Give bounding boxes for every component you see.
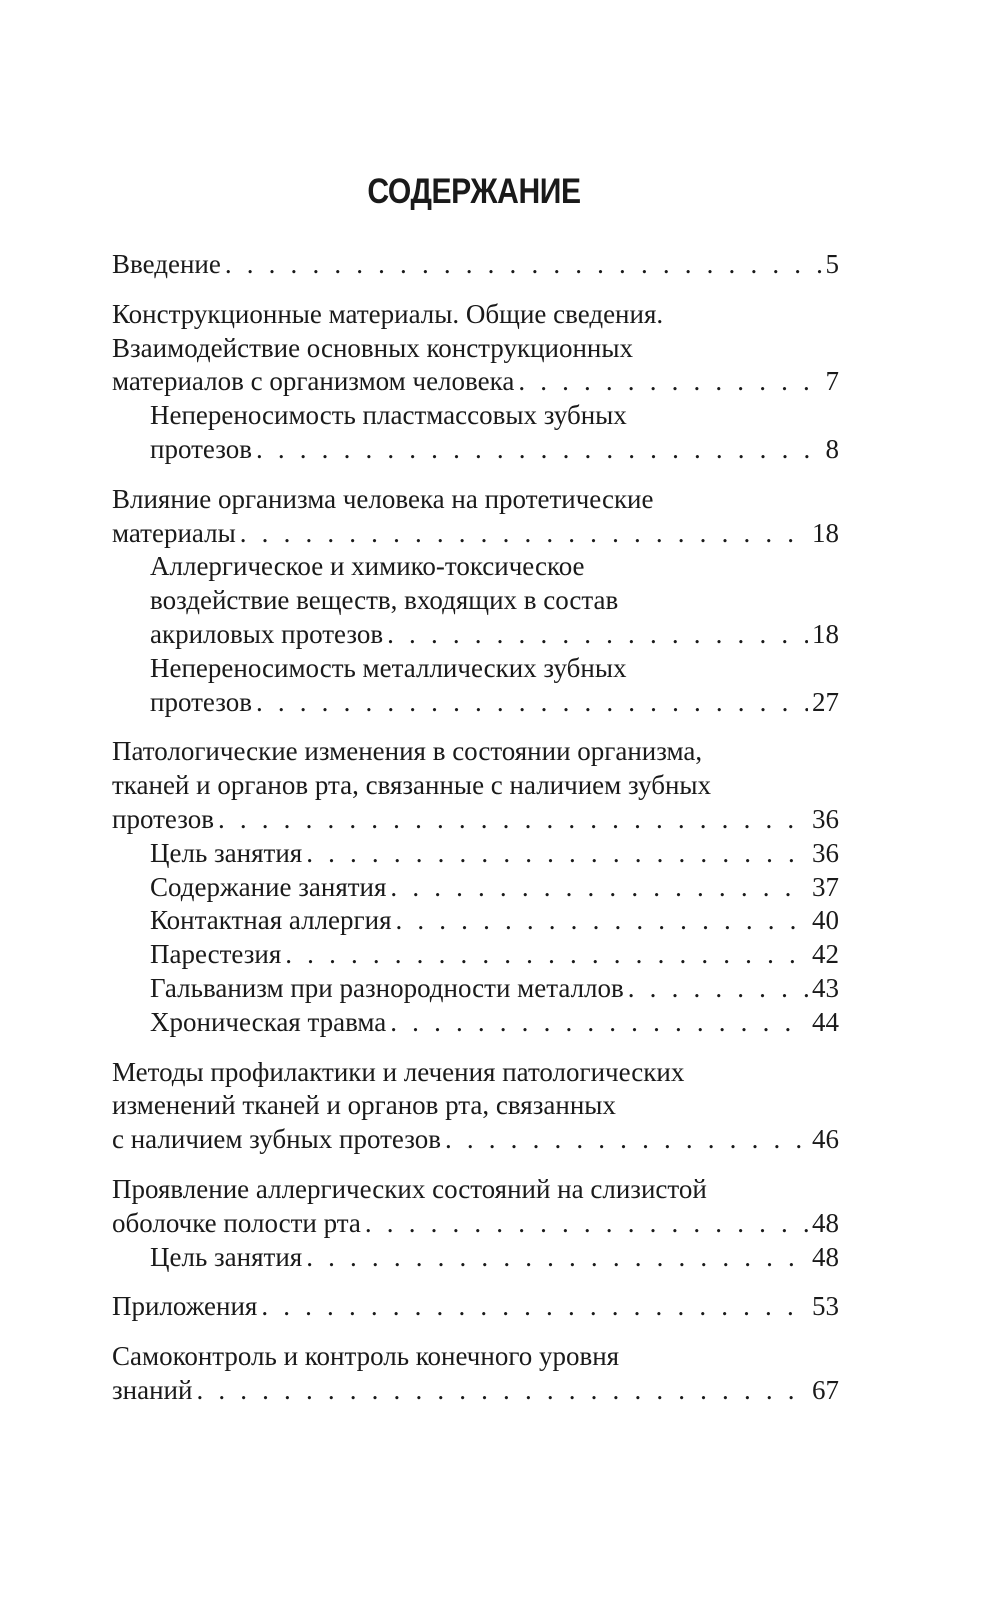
table-of-contents bbox=[112, 248, 839, 1408]
dot-leader bbox=[445, 1123, 808, 1157]
toc-entry-row bbox=[150, 972, 839, 1006]
toc-entry-text: изменений тканей и органов рта, связанных bbox=[112, 1090, 616, 1121]
toc-subentry[interactable] bbox=[112, 904, 839, 938]
dot-leader bbox=[390, 871, 808, 905]
toc-subentry[interactable] bbox=[112, 652, 839, 720]
dot-leader bbox=[306, 1241, 808, 1275]
toc-subentry[interactable] bbox=[112, 972, 839, 1006]
toc-entry-row bbox=[112, 248, 839, 282]
toc-entry-text: протезов bbox=[150, 686, 252, 717]
dot-leader bbox=[261, 1290, 808, 1324]
dot-leader bbox=[256, 433, 822, 467]
dot-leader bbox=[218, 803, 808, 837]
toc-entry-text: Непереносимость металлических зубных bbox=[150, 652, 627, 683]
toc-entry-text: акриловых протезов bbox=[150, 618, 384, 649]
dot-leader bbox=[306, 837, 808, 871]
toc-entry[interactable] bbox=[112, 1340, 839, 1408]
page-number: 36 bbox=[812, 837, 839, 868]
page-title: СОДЕРЖАНИЕ bbox=[367, 172, 581, 211]
toc-entry-text: Влияние организма человека на протетические bbox=[112, 483, 654, 514]
page-number: 67 bbox=[812, 1374, 839, 1405]
toc-entry-text: воздействие веществ, входящих в состав bbox=[150, 585, 619, 616]
toc-entry-text: материалов с организмом человека bbox=[112, 366, 515, 397]
toc-subentry[interactable] bbox=[112, 399, 839, 467]
toc-entry-text: Проявление аллергических состояний на слизистой bbox=[112, 1173, 707, 1204]
toc-entry-text: протезов bbox=[112, 803, 214, 834]
toc-entry-text: Цель занятия bbox=[150, 1241, 303, 1272]
page-number: 43 bbox=[812, 972, 839, 1003]
dot-leader bbox=[387, 618, 808, 652]
page-number: 18 bbox=[812, 517, 839, 548]
toc-entry-row bbox=[112, 517, 839, 551]
toc-entry-row bbox=[150, 686, 839, 720]
toc-entry-text: с наличием зубных протезов bbox=[112, 1124, 441, 1155]
page-number: 48 bbox=[812, 1207, 839, 1238]
toc-entry-text: Контактная аллергия bbox=[150, 905, 392, 936]
page-number: 53 bbox=[812, 1291, 839, 1322]
page-number: 44 bbox=[812, 1006, 839, 1037]
toc-entry-text: Приложения bbox=[112, 1291, 258, 1322]
page-number: 48 bbox=[812, 1241, 839, 1272]
toc-subentry[interactable] bbox=[112, 550, 839, 651]
toc-entry-text: Методы профилактики и лечения патологических bbox=[112, 1056, 685, 1087]
toc-entry[interactable] bbox=[112, 298, 839, 399]
toc-entry-row bbox=[150, 938, 839, 972]
toc-subentry[interactable] bbox=[112, 1241, 839, 1275]
dot-leader bbox=[240, 517, 808, 551]
toc-entry-row bbox=[150, 618, 839, 652]
page-number: 37 bbox=[812, 871, 839, 902]
page-number: 42 bbox=[812, 939, 839, 970]
toc-subentry[interactable] bbox=[112, 871, 839, 905]
page-number: 36 bbox=[812, 803, 839, 834]
toc-entry-row bbox=[112, 365, 839, 399]
toc-entry-text: знаний bbox=[112, 1374, 193, 1405]
dot-leader bbox=[628, 972, 808, 1006]
toc-entry-row bbox=[112, 1123, 839, 1157]
toc-entry-text: Конструкционные материалы. Общие сведения. bbox=[112, 298, 664, 329]
dot-leader bbox=[256, 686, 808, 720]
toc-entry-text: оболочке полости рта bbox=[112, 1207, 361, 1238]
toc-entry-text: Аллергическое и химико-токсическое bbox=[150, 551, 585, 582]
toc-subentry[interactable] bbox=[112, 837, 839, 871]
toc-entry-text: Взаимодействие основных конструкционных bbox=[112, 332, 634, 363]
dot-leader bbox=[390, 1006, 808, 1040]
toc-entry-row bbox=[150, 871, 839, 905]
toc-entry[interactable] bbox=[112, 1056, 839, 1157]
toc-entry-row bbox=[150, 1241, 839, 1275]
toc-entry-row bbox=[112, 803, 839, 837]
dot-leader bbox=[365, 1207, 808, 1241]
toc-entry-text: Содержание занятия bbox=[150, 871, 387, 902]
toc-entry-text: Патологические изменения в состоянии организма, bbox=[112, 736, 703, 767]
toc-entry-row bbox=[112, 1207, 839, 1241]
toc-entry-text: Непереносимость пластмассовых зубных bbox=[150, 400, 627, 431]
dot-leader bbox=[518, 365, 821, 399]
page-number: 18 bbox=[812, 618, 839, 649]
toc-entry-text: Введение bbox=[112, 249, 221, 279]
toc-entry-text: Парестезия bbox=[150, 939, 282, 970]
toc-entry[interactable] bbox=[112, 735, 839, 836]
toc-entry-text: Цель занятия bbox=[150, 837, 303, 868]
toc-entry-text: материалы bbox=[112, 517, 236, 548]
toc-entry-row bbox=[150, 1006, 839, 1040]
toc-entry-row bbox=[150, 904, 839, 938]
toc-subentry[interactable] bbox=[112, 1006, 839, 1040]
toc-entry[interactable] bbox=[112, 1290, 839, 1324]
toc-entry-text: Хроническая травма bbox=[150, 1006, 387, 1037]
dot-leader bbox=[285, 938, 808, 972]
toc-entry-row bbox=[112, 1290, 839, 1324]
toc-entry[interactable] bbox=[112, 1173, 839, 1241]
page-number: 7 bbox=[825, 366, 839, 397]
page-number: 46 bbox=[812, 1124, 839, 1155]
toc-entry[interactable] bbox=[112, 248, 839, 282]
toc-entry-row bbox=[150, 433, 839, 467]
toc-entry-row bbox=[112, 1374, 839, 1408]
dot-leader bbox=[395, 904, 808, 938]
toc-subentry[interactable] bbox=[112, 938, 839, 972]
toc-entry-text: тканей и органов рта, связанные с наличием зубных bbox=[112, 770, 712, 801]
page-number: 40 bbox=[812, 905, 839, 936]
toc-entry-text: протезов bbox=[150, 433, 252, 464]
toc-entry-text: Самоконтроль и контроль конечного уровня bbox=[112, 1341, 620, 1372]
dot-leader bbox=[225, 248, 822, 282]
toc-entry-text: Гальванизм при разнородности металлов bbox=[150, 972, 624, 1003]
page-number: 5 bbox=[825, 249, 839, 279]
dot-leader bbox=[196, 1374, 808, 1408]
page-number: 27 bbox=[812, 686, 839, 717]
toc-entry-row bbox=[150, 837, 839, 871]
page-number: 8 bbox=[825, 433, 839, 464]
toc-entry[interactable] bbox=[112, 483, 839, 551]
